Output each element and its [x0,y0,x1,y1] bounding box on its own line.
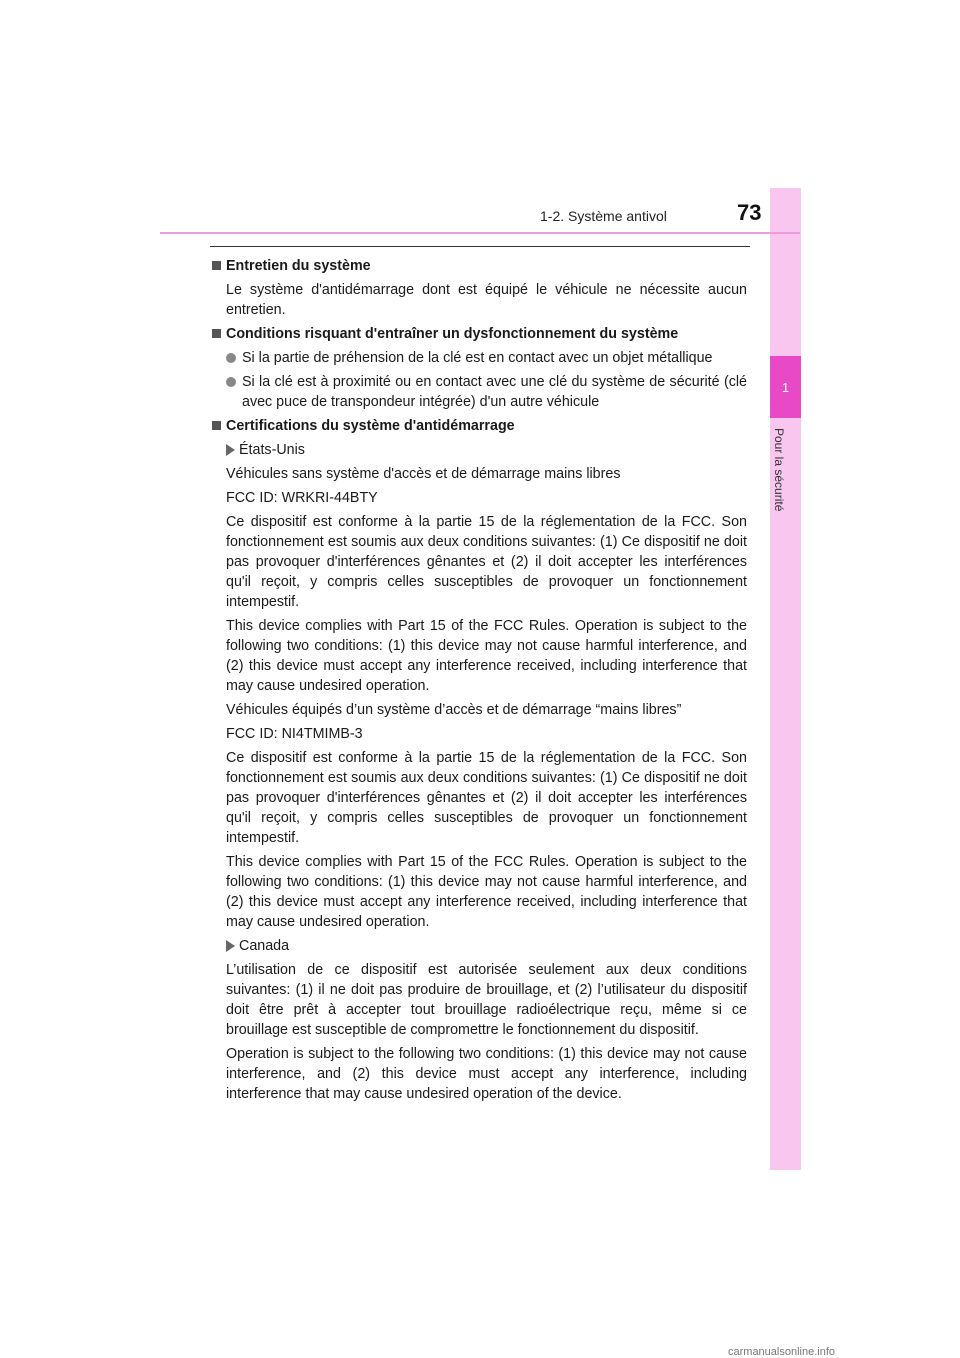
paragraph: Véhicules sans système d'accès et de démarrage mains libres [226,466,621,482]
page-number: 73 [737,200,762,225]
circle-bullet-icon [226,377,236,387]
section-heading: Entretien du système [212,256,747,276]
list-item: Si la clé est à proximité ou en contact avec une clé du système de sécurité (clé avec puce de transpondeur intégrée) d'un autre véhicule [226,372,747,412]
watermark: carmanualsonline.info [728,1346,836,1358]
side-tab [770,188,801,1170]
content-rule [210,246,750,247]
paragraph: FCC ID: NI4TMIMB-3 [226,726,363,742]
square-bullet-icon [212,329,221,338]
subsection-label: États-Unis [226,440,747,460]
paragraph: Le système d'antidémarrage dont est équipé le véhicule ne nécessite aucun entretien. [226,282,747,318]
paragraph: Véhicules équipés d’un système d’accès et de démarrage “mains libres” [226,702,682,718]
section-heading: Certifications du système d'antidémarrage [212,416,747,436]
subsection-label: Canada [226,936,747,956]
list-item: Si la partie de préhension de la clé est en contact avec un objet métallique [226,348,747,368]
chapter-title: Pour la sécurité [772,428,786,512]
section-heading: Conditions risquant d'entraîner un dysfonctionnement du système [212,324,747,344]
arrow-right-icon [226,444,235,456]
chapter-number-badge: 1 [770,356,801,418]
paragraph: FCC ID: WRKRI-44BTY [226,490,378,506]
paragraph: Operation is subject to the following two conditions: (1) this device may not cause interference, and (2) this device must accept any interference, including interference that may cause undesired operation of the device. [226,1046,747,1102]
page-content [212,256,747,1108]
header-rule [160,232,800,234]
paragraph: Ce dispositif est conforme à la partie 15 de la réglementation de la FCC. Son fonctionnement est soumis aux deux conditions suivantes: (1) Ce dispositif ne doit pas provoquer d'interférences gênantes et (2) il doit accepter les interférences qu'il reçoit, y compris celles susceptibles de provoquer un fonctionnement intempestif. [226,514,747,610]
paragraph: L’utilisation de ce dispositif est autorisée seulement aux deux conditions suivantes: (1) il ne doit pas produire de brouillage, et (2) l’utilisateur du dispositif doit être prêt à accepter tout brouillage radioélectrique reçu, même si ce brouillage est susceptible de compromettre le fonctionnement du dispositif. [226,962,747,1038]
arrow-right-icon [226,940,235,952]
paragraph: This device complies with Part 15 of the FCC Rules. Operation is subject to the following two conditions: (1) this device may not cause harmful interference, and (2) this device must accept any interference received, including interference that may cause undesired operation. [226,618,747,694]
paragraph: Ce dispositif est conforme à la partie 15 de la réglementation de la FCC. Son fonctionnement est soumis aux deux conditions suivantes: (1) Ce dispositif ne doit pas provoquer d'interférences gênantes et (2) il doit accepter les interférences qu'il reçoit, y compris celles susceptibles de provoquer un fonctionnement intempestif. [226,750,747,846]
section-title: 1-2. Système antivol [540,208,667,224]
square-bullet-icon [212,261,221,270]
circle-bullet-icon [226,353,236,363]
square-bullet-icon [212,421,221,430]
paragraph: This device complies with Part 15 of the FCC Rules. Operation is subject to the following two conditions: (1) this device may not cause harmful interference, and (2) this device must accept any interference received, including interference that may cause undesired operation. [226,854,747,930]
